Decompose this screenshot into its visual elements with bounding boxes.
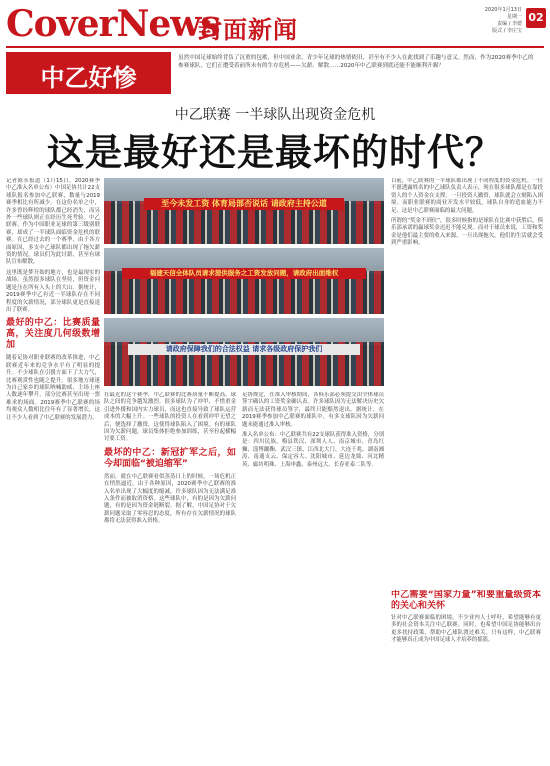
column-2-text-b: 然而，就在中乙联赛看似蒸蒸日上的时候，一场危机正在悄然逼近。由于各种原因，2020赛季中乙联赛的准入名单出现了大幅度的缩减，许多球队因为无法满足准入条件而被取消资格。这些球队中，有的是因为欠薪问题，有的是因为资金链断裂。据了解，中国足协对于欠薪问题采取了零容忍的态度，所有存在欠薪情况的球队都将无法获得准入资格。 (104, 473, 236, 525)
subhead-best: 最好的中乙：比赛质量高，关注度几何级数增加 (6, 318, 100, 351)
brand-logo: CoverNews (6, 3, 220, 45)
issue-design: 版式 / 李庄宝 (492, 28, 522, 34)
article-column-4 (391, 178, 543, 584)
photo-1-banner: 至今未发工资 体育局部否说话 请政府主持公道 (144, 198, 344, 210)
article-column-3 (242, 392, 384, 762)
article-column-1 (6, 178, 100, 762)
headline: 这是最好还是最坏的时代？ (47, 130, 503, 174)
masthead (0, 0, 550, 50)
issue-editor: 责编 / 李德 (497, 21, 522, 27)
brand-cn: 封面新闻 (198, 16, 298, 44)
column-1-text: 记者陈永报道（1月15日，2020赛季中乙准入名单公布）中国足协共计22支球队报名参加中乙联赛，数量与2019赛季相比有所减少。在这份名单之中，许多曾经辉煌的球队都已经消失，而另外一些球队则正在经历生死考验。中乙联赛，作为中国职业足球的第三级别联赛，却成了一半球队面临资金危机的联赛。在已经过去的一个赛季，由于各方面原因，多支中乙球队都出现了拖欠薪资的情况，球员们为此讨薪，甚至有球队宣布解散。 (6, 178, 100, 266)
column-4-text: 目前，中乙联赛的一半球队都出现了不同程度的资金危机。一位不愿透露姓名的中乙球队负责人表示，现在很多球队都是在靠投资人的个人资金在支撑，一旦投资人撤资，球队就会立刻陷入困境。而职业联赛的商业开发水平较低，球队自身的造血能力不足，这是中乙联赛面临的最大问题。 (391, 178, 543, 214)
column-2-text: 在最近的这个赛季，中乙联赛的比赛质量不断提高，球队之间的竞争越发激烈。很多球队为了冲甲，不惜重金引进外援和国内实力球员，而这也直接导致了球队运营成本的大幅上升。一些球队的投资人在看到冲甲无望之后，便选择了撤资，这使得球队陷入了困境。有的球队因为欠薪问题，球员集体拒绝参加训练，甚至拉起横幅讨要工资。 (104, 392, 236, 443)
column-3-text: 足协规定，在准入审核期间，各俱乐部必须提交由全体球员签字确认的工资奖金确认表。许多球队因为无法解决历史欠薪而无法获得球员签字，最终只能黯然退出。据统计，在2019赛季参加中乙联赛的球队中，有多支球队因为欠薪问题未能通过准入审核。 (242, 392, 384, 428)
section-banner-label: 中乙好惨 (40, 64, 137, 92)
photo-2 (104, 248, 384, 314)
column-1-text-c: 随着足协对职业联赛的改革推进，中乙联赛近年来的竞争水平有了明显的提升。不少球队在引援方面下了大力气，比赛观赏性也随之提升。很多地方球迷为自己家乡的球队呐喊助威，主场上座人数逐年攀升，部分比赛甚至出现一票难求的场面。2019赛季中乙联赛的场均观众人数相比往年有了显著增长，这让不少人看到了中乙联赛的发展潜力。 (6, 355, 100, 421)
page-number: 02 (526, 8, 546, 28)
intro-text: 虽然中国足球始终背负了沉重的包袱，但中国业余、青少年足球的热情依旧，甚至有不少人在此找到了乐趣与意义。然而，作为2020赛季中乙的参赛球队，它们正遭受着前所未有的生存危机——欠薪、解散……2020年中乙联赛到底还能不能顺利开踢？ (178, 55, 534, 69)
subhead-worst: 最坏的中乙：新冠扩军之后，如今却面临“被迫缩军” (104, 447, 236, 469)
issue-meta (452, 7, 522, 35)
photo-3-banner: 请政府保障我们的合法权益 请求各级政府保护我们 (128, 344, 360, 355)
column-1-text-b: 这里既是梦开始的地方，也是最现实的战场。虽然很多球队在坚持，但资金问题是压在所有人头上的大山。据统计，2019赛季中乙有近一半球队存在不同程度的欠薪情况，部分球队更是直接退出了联赛。 (6, 269, 100, 313)
photo-2-banner: 福建天信全体队员请求提供服务之工资发放问题，请政府出面维权 (122, 268, 366, 279)
sidebar (391, 590, 541, 762)
article-column-2 (104, 392, 236, 762)
issue-weekday: 星期一 (506, 14, 522, 20)
column-3-text-b: 准入名单公布：中乙联赛共有22支球队获得准入资格，分别是：四川民族、梅县铁汉、深圳人人、南京城市、青岛红狮、淄博蹴鞠、武汉三镇、江西北大门、大连千兆、湖南湘涛、南通支云、保定容大、沈阳城市、延边龙鼎、河北精英、廊坊明珠、上海申鑫、泰州远大、长春亚泰二队等。 (242, 432, 384, 468)
section-banner (6, 52, 171, 94)
column-4-text-b: 所谓的“奖金不到位”，很多时候指的是球队在比赛中获胜后，俱乐部承诺的赢球奖金迟迟不能兑现。而对于球员来说，工资和奖金是他们最主要的收入来源，一旦出现拖欠，他们的生活就会受到严重影响。 (391, 218, 543, 247)
photo-1 (104, 178, 384, 244)
masthead-rule (6, 46, 544, 48)
issue-date: 2020年1月13日 (484, 7, 522, 13)
photo-3 (104, 318, 384, 386)
sidebar-text: 针对中乙联赛面临的困境，不少业内人士呼吁，希望能够有更多的社会资本关注中乙联赛。同时，也希望中国足协能够出台更多扶持政策，帮助中乙球队渡过难关。只有这样，中乙联赛才能够真正成为中国足球人才培养的摇篮。 (391, 615, 541, 644)
sidebar-title: 中乙需要“国家力量”和要重量级资本的关心和关怀 (391, 590, 541, 611)
deck: 中乙联赛 一半球队出现资金危机 (174, 107, 376, 123)
